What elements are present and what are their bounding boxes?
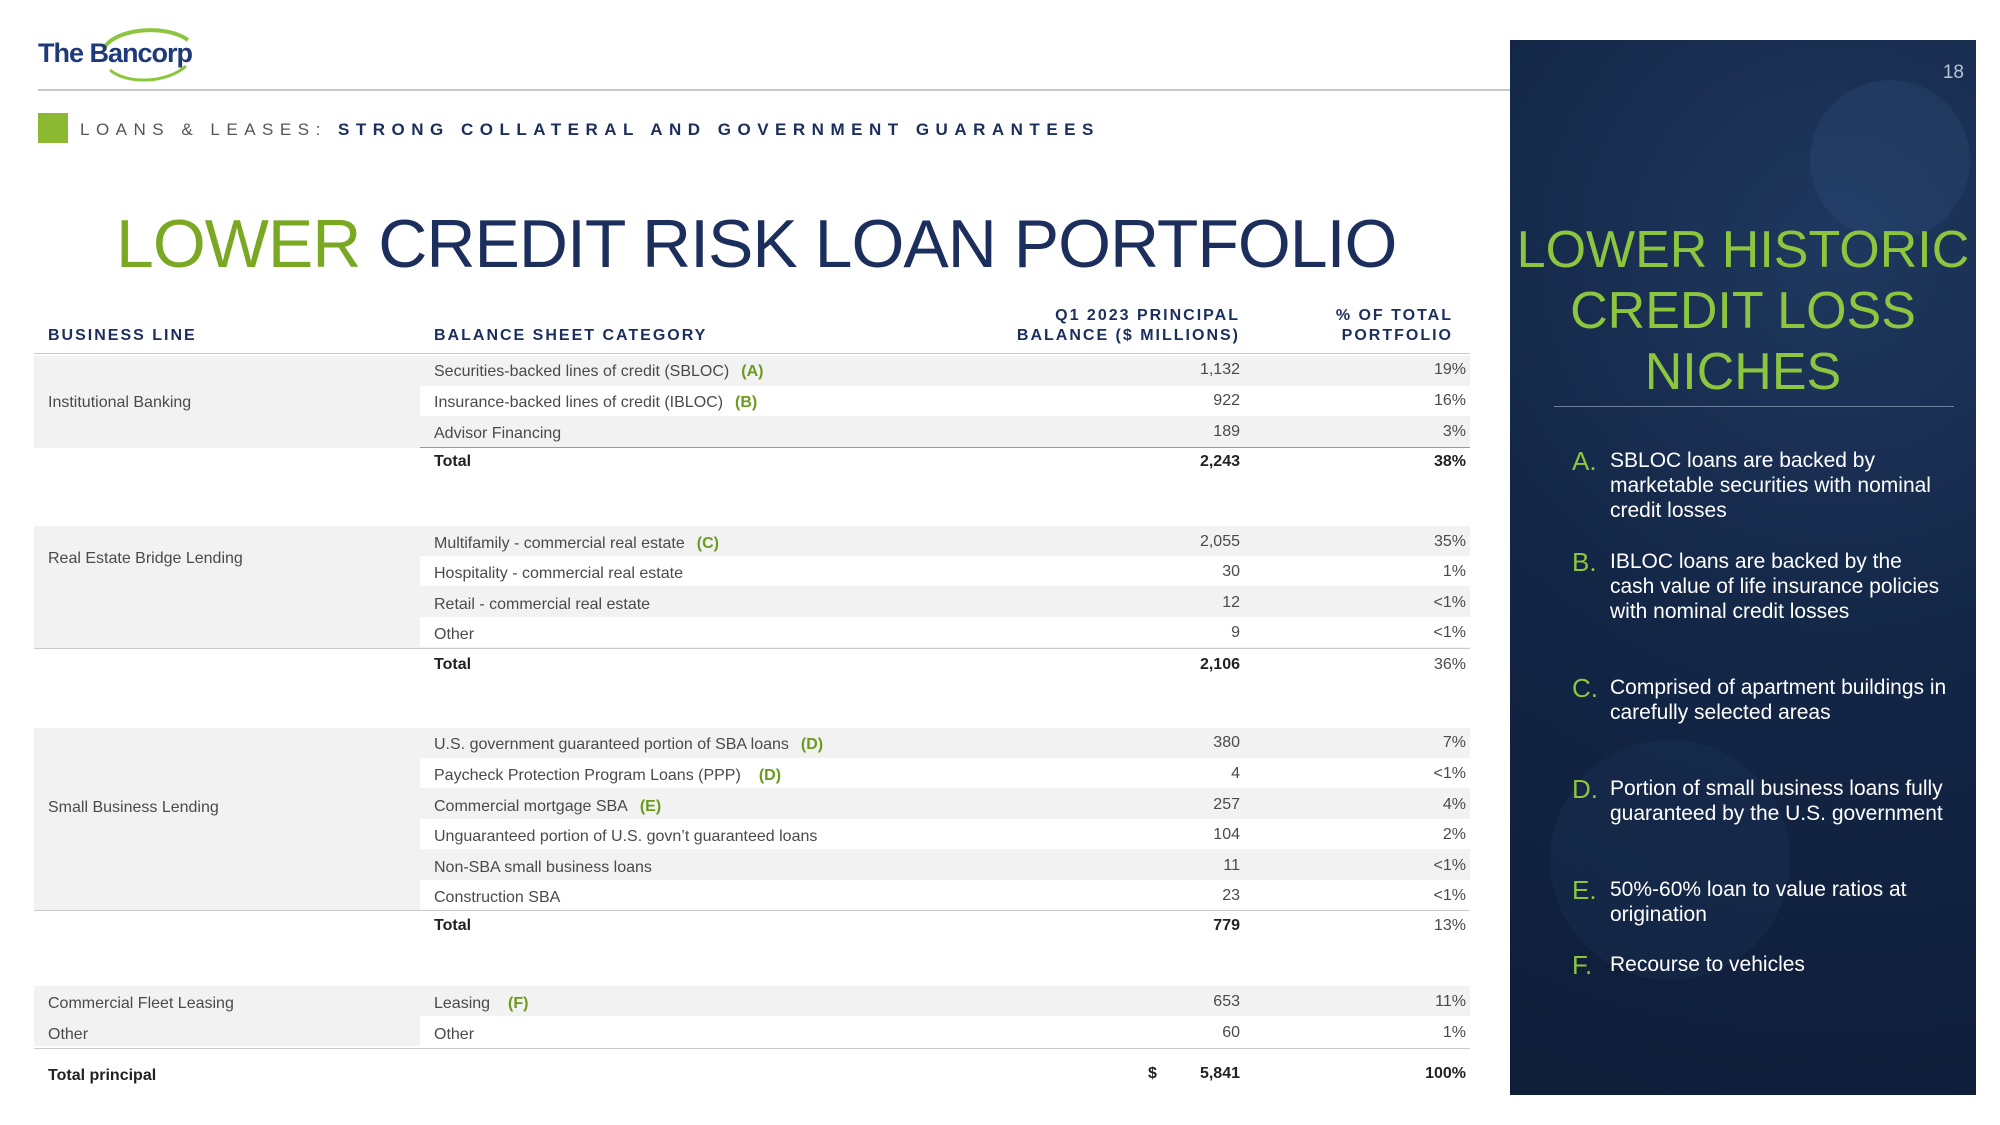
business-line-real-estate: Real Estate Bridge Lending xyxy=(48,550,243,567)
row-percent: 19% xyxy=(1433,361,1466,378)
page-number: 18 xyxy=(1942,62,1964,83)
row-percent: 1% xyxy=(1442,1024,1466,1041)
row-balance: 4 xyxy=(1231,765,1240,782)
total-divider xyxy=(420,447,1470,448)
logo-text: The Bancorp xyxy=(38,38,193,68)
header-divider xyxy=(34,353,1470,354)
row-percent: 11% xyxy=(1435,993,1466,1010)
grand-total-label: Total principal xyxy=(48,1067,157,1084)
row-balance: 11 xyxy=(1223,857,1240,874)
row-balance: 104 xyxy=(1213,826,1240,843)
top-divider xyxy=(38,89,1510,91)
sidebar-title: LOWER HISTORIC CREDIT LOSS NICHES xyxy=(1516,221,1970,401)
section-label: LOANS & LEASES: STRONG COLLATERAL AND GOVERNMENT GUARANTEES xyxy=(80,120,1100,139)
row-category: Paycheck Protection Program Loans (PPP) (D) xyxy=(434,767,782,784)
business-line-other: Other xyxy=(48,1026,89,1043)
bancorp-logo xyxy=(38,26,198,82)
row-balance: 60 xyxy=(1222,1024,1240,1041)
row-percent: 7% xyxy=(1442,734,1466,751)
sidebar-panel: 18 LOWER HISTORIC CREDIT LOSS NICHES A. SBLOC loans are backed by marketable securities with nominal credit losses B. IBLOC loans are backed by the cash value of life insurance policies with nominal credit losses C. Comprised of apartment buildings in carefully selected areas D. Portion of small business loans fully guaranteed by the U.S. government E. 50%-60% loan to value ratios at origination F. Recourse to vehicles xyxy=(1510,40,1976,1095)
row-category: Advisor Financing xyxy=(434,425,562,442)
row-category: Commercial mortgage SBA (E) xyxy=(434,798,662,815)
row-category: Unguaranteed portion of U.S. govn’t guaranteed loans xyxy=(434,828,818,845)
total-balance: 2,106 xyxy=(1199,656,1240,673)
row-category: Construction SBA xyxy=(434,889,561,906)
total-label: Total xyxy=(434,453,472,470)
row-percent: 4% xyxy=(1442,796,1466,813)
header-principal-balance: Q1 2023 PRINCIPAL BALANCE ($ MILLIONS) xyxy=(1016,307,1240,344)
row-category: Multifamily - commercial real estate (C) xyxy=(434,535,719,552)
row-category: Other xyxy=(434,1026,475,1043)
page-title: LOWER CREDIT RISK LOAN PORTFOLIO xyxy=(116,206,1397,282)
total-divider xyxy=(34,648,1470,649)
total-divider xyxy=(34,910,1470,911)
header-business-line: BUSINESS LINE xyxy=(48,327,197,344)
row-balance: 30 xyxy=(1222,563,1240,580)
row-percent: 16% xyxy=(1433,392,1466,409)
row-balance: 922 xyxy=(1213,392,1240,409)
row-balance: 9 xyxy=(1231,624,1240,641)
row-percent: <1% xyxy=(1433,765,1466,782)
row-balance: 380 xyxy=(1213,734,1240,751)
total-label: Total xyxy=(434,917,472,934)
row-category: U.S. government guaranteed portion of SBA loans (D) xyxy=(434,736,824,753)
row-balance: 1,132 xyxy=(1199,361,1240,378)
grand-total-balance: 5,841 xyxy=(1199,1065,1240,1082)
header-percent-total: % OF TOTAL PORTFOLIO xyxy=(1335,307,1453,344)
sidebar-divider xyxy=(1554,406,1954,407)
grand-total-divider xyxy=(34,1048,1470,1049)
row-balance: 23 xyxy=(1222,887,1240,904)
row-balance: 653 xyxy=(1213,993,1240,1010)
business-line-small-business: Small Business Lending xyxy=(48,799,219,816)
total-balance: 2,243 xyxy=(1199,453,1240,470)
business-line-institutional: Institutional Banking xyxy=(48,394,192,411)
total-percent: 13% xyxy=(1433,917,1466,934)
row-percent: <1% xyxy=(1433,624,1466,641)
row-percent: <1% xyxy=(1433,887,1466,904)
row-category: Hospitality - commercial real estate xyxy=(434,565,683,582)
row-percent: 1% xyxy=(1442,563,1466,580)
row-balance: 2,055 xyxy=(1199,533,1240,550)
row-category: Retail - commercial real estate xyxy=(434,596,651,613)
section-marker xyxy=(38,113,68,143)
sidebar-decoration xyxy=(1810,80,1970,240)
total-balance: 779 xyxy=(1213,917,1240,934)
row-percent: <1% xyxy=(1433,857,1466,874)
business-line-fleet: Commercial Fleet Leasing xyxy=(48,995,234,1012)
row-category: Insurance-backed lines of credit (IBLOC) (B) xyxy=(434,394,758,411)
row-percent: 2% xyxy=(1442,826,1466,843)
row-category: Leasing (F) xyxy=(434,995,529,1012)
row-percent: 35% xyxy=(1433,533,1466,550)
total-percent: 36% xyxy=(1433,656,1466,673)
row-percent: <1% xyxy=(1433,594,1466,611)
row-percent: 3% xyxy=(1442,423,1466,440)
header-balance-sheet-category: BALANCE SHEET CATEGORY xyxy=(434,327,708,344)
row-balance: 189 xyxy=(1213,423,1240,440)
total-percent: 38% xyxy=(1433,453,1466,470)
fleet-band xyxy=(34,986,1470,1016)
row-category: Other xyxy=(434,626,475,643)
grand-total-percent: 100% xyxy=(1425,1065,1466,1082)
row-balance: 12 xyxy=(1222,594,1240,611)
total-label: Total xyxy=(434,656,472,673)
grand-total-currency: $ xyxy=(1148,1065,1157,1082)
other-band xyxy=(34,1016,420,1046)
row-balance: 257 xyxy=(1213,796,1240,813)
row-category: Securities-backed lines of credit (SBLOC) (A) xyxy=(434,363,764,380)
row-category: Non-SBA small business loans xyxy=(434,859,652,876)
